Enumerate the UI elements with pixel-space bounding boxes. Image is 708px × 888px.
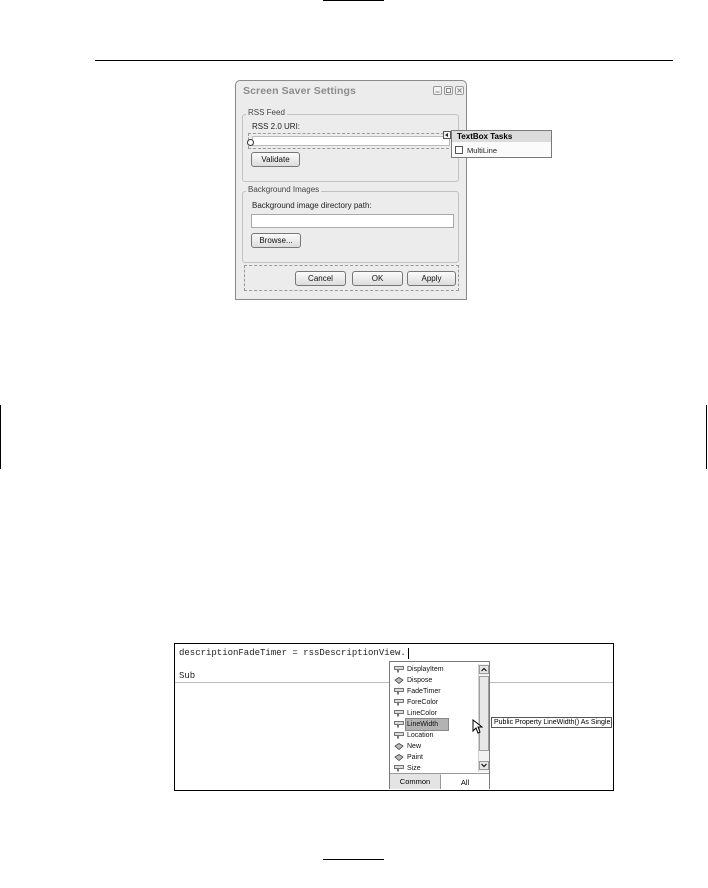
code-line-assignment: descriptionFadeTimer = rssDescriptionView. <box>179 648 406 658</box>
completion-item-label: Dispose <box>407 677 433 684</box>
smart-tag-arrow-icon[interactable] <box>443 131 451 139</box>
close-icon[interactable] <box>455 86 464 95</box>
property-icon <box>394 699 404 706</box>
completion-item-label: Location <box>407 732 434 739</box>
rss-uri-label: RSS 2.0 URI: <box>252 122 301 131</box>
completion-item-label: DisplayItem <box>407 666 444 673</box>
completion-item-label: LineColor <box>407 710 437 717</box>
background-path-input[interactable] <box>251 214 454 228</box>
completion-item[interactable] <box>392 708 476 719</box>
background-images-legend: Background Images <box>248 185 320 194</box>
completion-item-label: ForeColor <box>407 699 439 706</box>
minimize-icon[interactable] <box>433 86 442 95</box>
completion-item[interactable] <box>392 675 476 686</box>
window-title: Screen Saver Settings <box>243 85 356 97</box>
scroll-thumb[interactable] <box>479 676 489 751</box>
method-icon <box>394 677 404 684</box>
completion-item-label: Size <box>407 765 421 772</box>
member-tooltip: Public Property LineWidth() As Single <box>491 717 612 728</box>
top-short-rule <box>323 0 384 1</box>
completion-item-label: Paint <box>407 754 423 761</box>
completion-item-label: LineWidth <box>406 719 448 730</box>
ok-button[interactable]: OK <box>352 271 403 286</box>
rss-uri-input[interactable] <box>252 136 450 146</box>
property-icon <box>394 732 404 739</box>
tab-common[interactable]: Common <box>390 774 440 789</box>
completion-item[interactable] <box>392 719 476 730</box>
background-path-label: Background image directory path: <box>252 201 372 210</box>
property-icon <box>394 721 404 728</box>
scroll-down-button[interactable] <box>479 761 489 770</box>
multiline-checkbox[interactable] <box>455 146 463 154</box>
browse-button[interactable]: Browse... <box>251 233 301 248</box>
cancel-button[interactable]: Cancel <box>295 271 346 286</box>
list-scrollbar[interactable] <box>478 664 489 772</box>
property-icon <box>394 688 404 695</box>
multiline-label[interactable]: MultiLine <box>467 146 498 155</box>
code-line-sub: Sub <box>179 671 196 681</box>
list-tabs <box>390 773 489 789</box>
method-icon <box>394 754 404 761</box>
rss-feed-legend: RSS Feed <box>248 108 285 117</box>
maximize-icon[interactable] <box>444 86 453 95</box>
validate-button[interactable]: Validate <box>251 152 300 167</box>
scroll-up-button[interactable] <box>479 665 489 674</box>
textbox-tasks-title: TextBox Tasks <box>452 131 551 142</box>
method-icon <box>394 743 404 750</box>
completion-item-label: FadeTimer <box>407 688 441 695</box>
header-rule <box>95 60 673 61</box>
screen-saver-settings-window <box>235 80 467 300</box>
property-icon <box>394 710 404 717</box>
completion-item[interactable] <box>392 741 476 752</box>
completion-item[interactable] <box>392 686 476 697</box>
resize-handle-icon[interactable] <box>247 139 254 146</box>
property-icon <box>394 765 404 772</box>
completion-item-label: New <box>407 743 422 750</box>
tab-all[interactable]: All <box>440 774 489 789</box>
completion-item[interactable] <box>392 752 476 763</box>
completion-item[interactable] <box>392 697 476 708</box>
mouse-pointer-icon <box>472 719 483 739</box>
left-margin-bar <box>0 405 1 469</box>
textbox-tasks-panel <box>451 130 552 158</box>
apply-button[interactable]: Apply <box>407 271 456 286</box>
text-caret <box>408 648 409 659</box>
property-icon <box>394 666 404 673</box>
right-margin-bar <box>706 405 707 469</box>
bottom-short-rule <box>323 859 384 860</box>
completion-item[interactable] <box>392 664 476 675</box>
completion-item[interactable] <box>392 730 476 741</box>
